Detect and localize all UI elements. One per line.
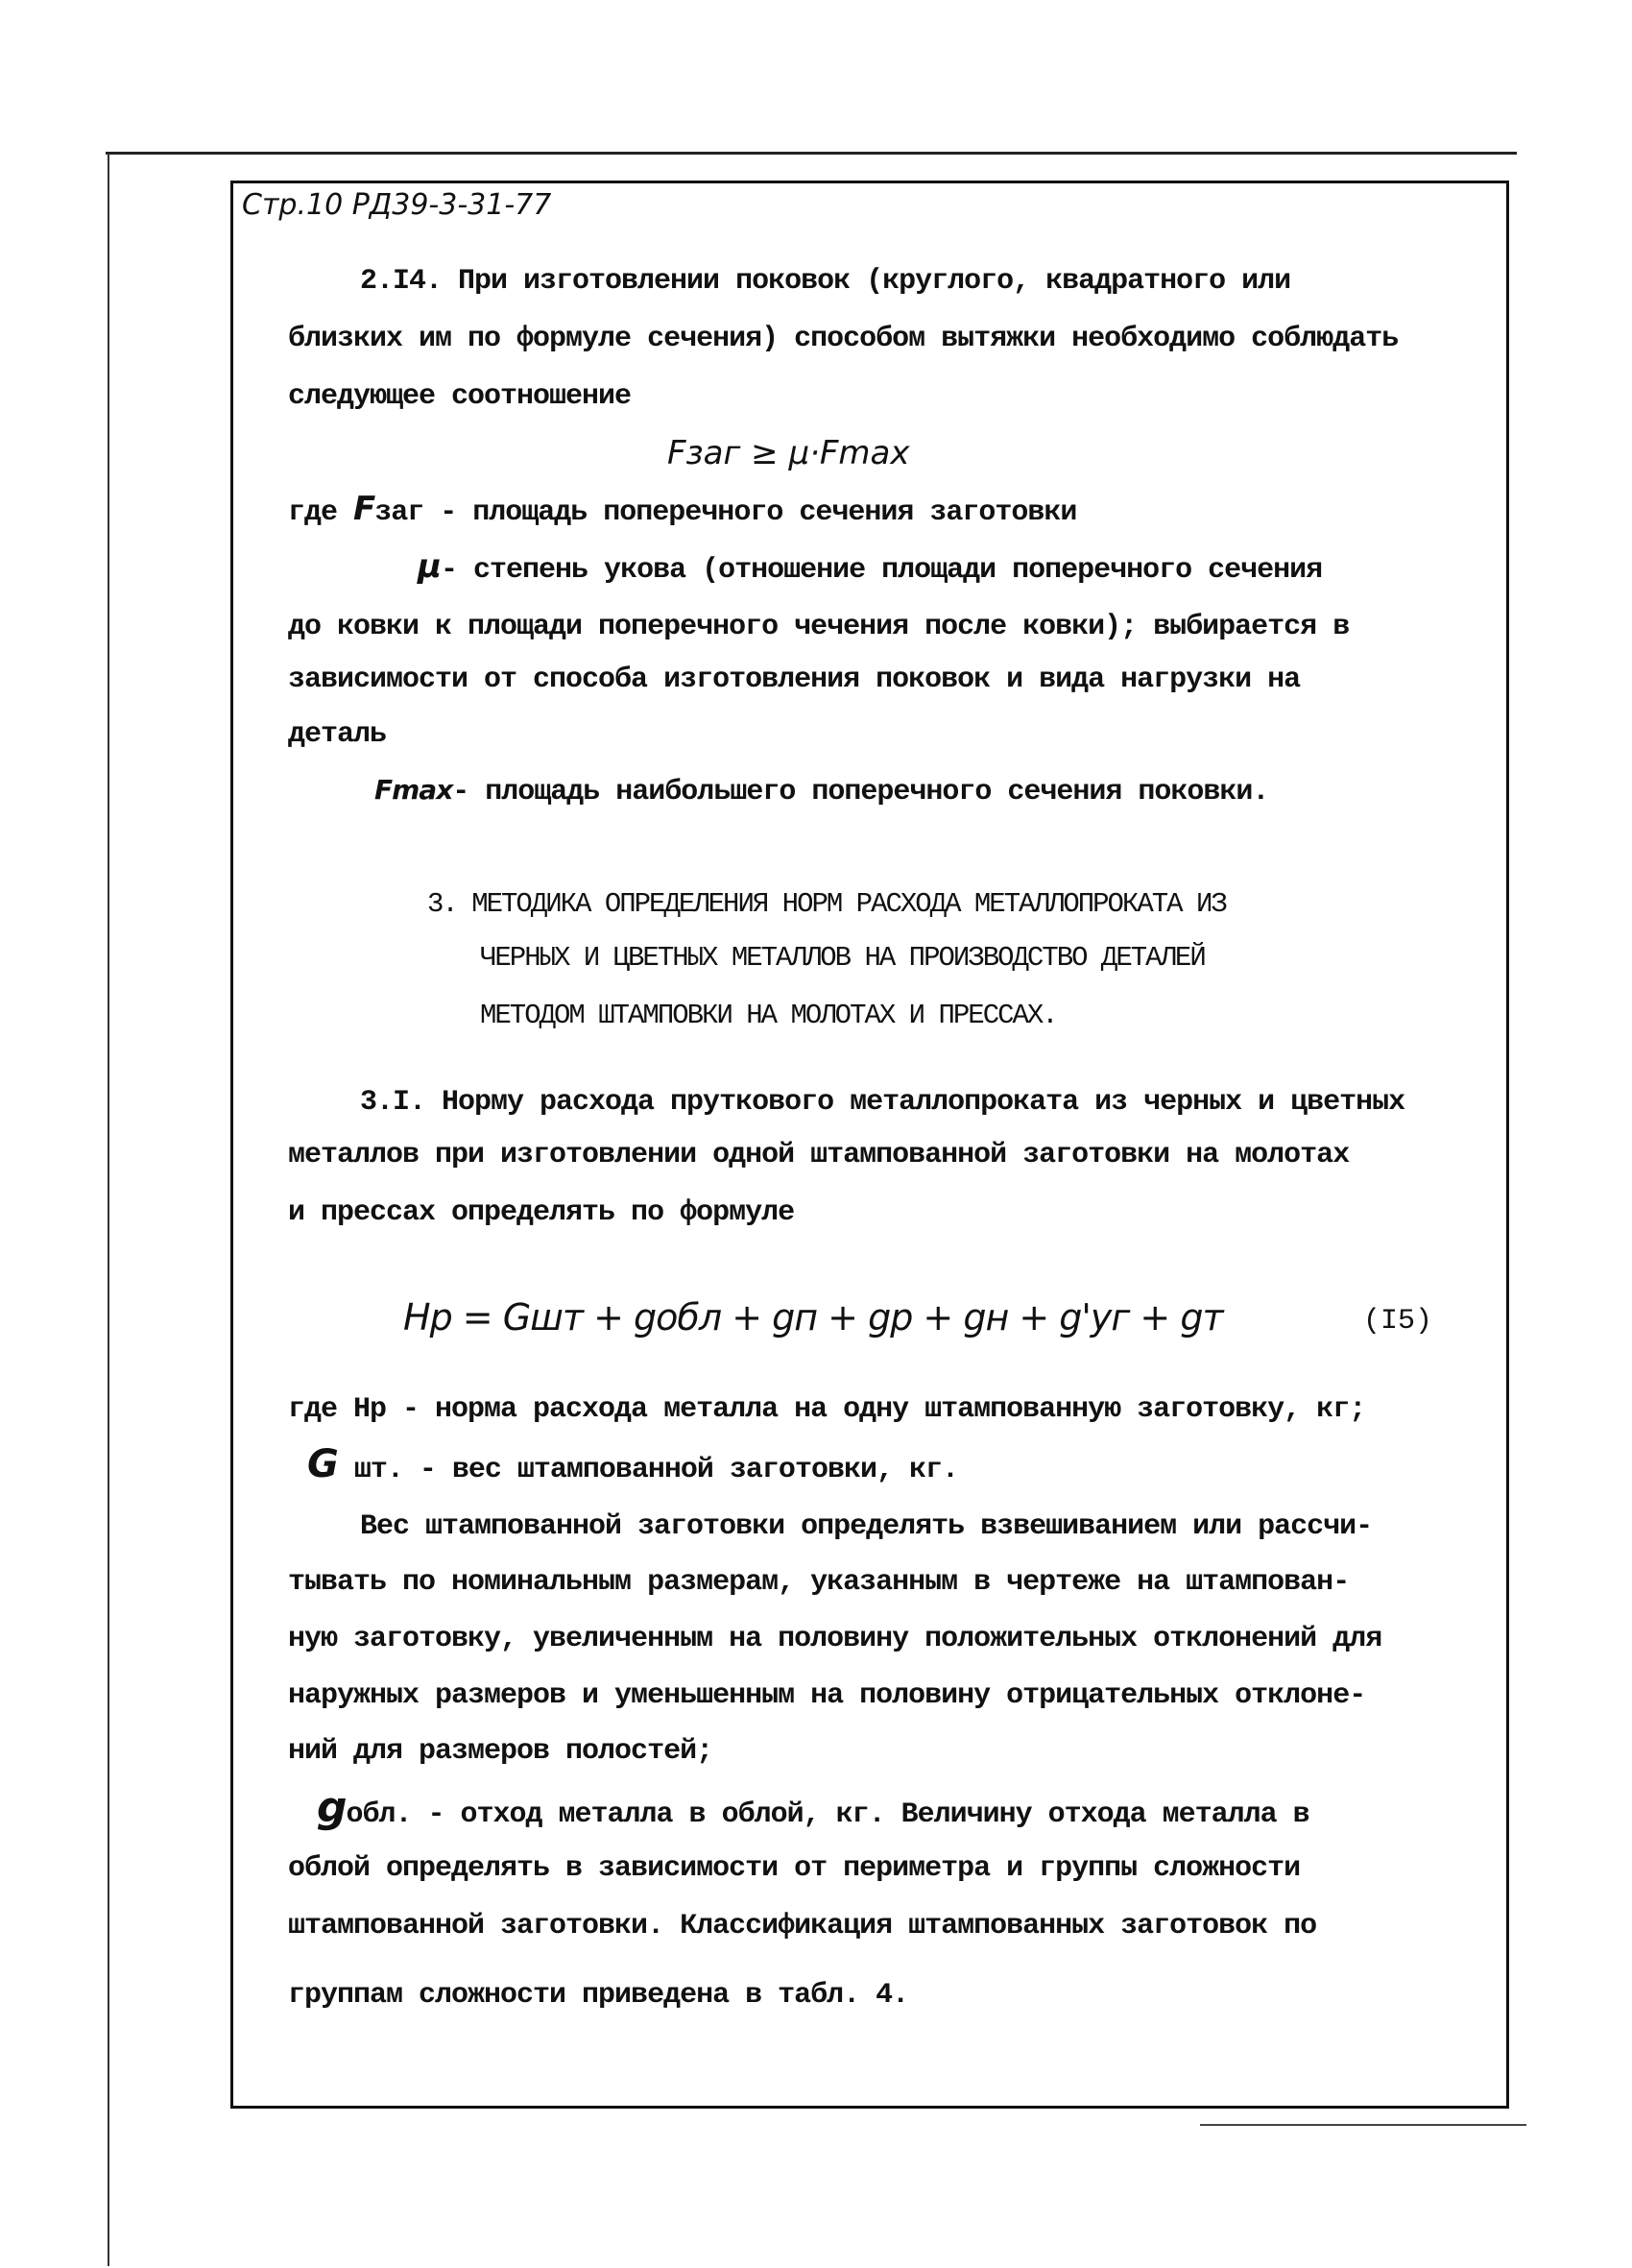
formula-consumption-norm: Hр = Gшт + gобл + gп + gр + gн + g'уг + gт xyxy=(403,1296,1223,1339)
where-line: до ковки к площади поперечного чечения после ковки); выбирается в xyxy=(288,611,1350,643)
where-label: где xyxy=(288,496,354,529)
definition-line: G шт. - вес штампованной заготовки, кг. xyxy=(307,1442,958,1486)
para-gobl-line: штампованной заготовки. Классификация штампованных заготовок по xyxy=(288,1910,1317,1942)
formula-forging-ratio: Fзаг ≥ μ·Fmax xyxy=(667,434,910,472)
para-weight-line: ную заготовку, увеличенным на половину положительных отклонений для xyxy=(288,1623,1382,1655)
para-gobl-line: группам сложности приведена в табл. 4. xyxy=(288,1979,909,2012)
where-line: деталь xyxy=(288,718,387,751)
symbol: g xyxy=(317,1783,347,1832)
para-3-1-line: и прессах определять по формуле xyxy=(288,1196,795,1229)
definition-line: где Нр - норма расхода металла на одну штампованную заготовку, кг; xyxy=(288,1393,1366,1426)
section-3-title: МЕТОДОМ ШТАМПОВКИ НА МОЛОТАХ И ПРЕССАХ. xyxy=(480,1000,1057,1031)
para-weight-line: тывать по номинальным размерам, указанным в чертеже на штампован- xyxy=(288,1566,1350,1599)
where-line: Fmax- площадь наибольшего поперечного сечения поковки. xyxy=(374,774,1269,808)
para-weight-line: наружных размеров и уменьшенным на половину отрицательных отклоне- xyxy=(288,1679,1366,1712)
where-line: зависимости от способа изготовления поковок и вида нагрузки на xyxy=(288,664,1301,696)
scan-bottom-rule xyxy=(1200,2124,1526,2126)
section-3-title: 3. МЕТОДИКА ОПРЕДЕЛЕНИЯ НОРМ РАСХОДА МЕТАЛЛОПРОКАТА ИЗ xyxy=(427,888,1226,920)
symbol: Fmax xyxy=(374,774,453,806)
formula-number: (I5) xyxy=(1363,1305,1433,1338)
para-weight-line: ний для размеров полостей; xyxy=(288,1735,713,1768)
para-2-14-line: следующее соотношение xyxy=(288,380,632,413)
scan-left-rule xyxy=(108,154,109,2266)
scan-top-rule xyxy=(106,152,1517,155)
para-gobl-line: облой определять в зависимости от периметра и группы сложности xyxy=(288,1852,1301,1885)
para-2-14-line: 2.I4. При изготовлении поковок (круглого, квадратного или xyxy=(360,265,1291,298)
para-weight-line: Вес штампованной заготовки определять взвешиванием или рассчи- xyxy=(360,1510,1373,1543)
section-3-title: ЧЕРНЫХ И ЦВЕТНЫХ МЕТАЛЛОВ НА ПРОИЗВОДСТВО ДЕТАЛЕЙ xyxy=(480,942,1205,974)
symbol: F xyxy=(353,490,375,528)
symbol: μ xyxy=(418,547,442,586)
where-line: где Fзаг - площадь поперечного сечения заготовки xyxy=(288,490,1077,529)
para-2-14-line: близких им по формуле сечения) способом вытяжки необходимо соблюдать xyxy=(288,323,1399,355)
para-gobl-line: gобл. - отход металла в облой, кг. Величину отхода металла в xyxy=(317,1783,1309,1832)
para-3-1-line: 3.I. Норму расхода пруткового металлопроката из черных и цветных xyxy=(360,1086,1405,1119)
symbol: G xyxy=(307,1442,338,1486)
para-3-1-line: металлов при изготовлении одной штампованной заготовки на молотах xyxy=(288,1139,1350,1171)
where-line: μ- степень укова (отношение площади поперечного сечения xyxy=(418,547,1323,587)
page-header: Стр.10 РД39-3-31-77 xyxy=(242,188,552,222)
